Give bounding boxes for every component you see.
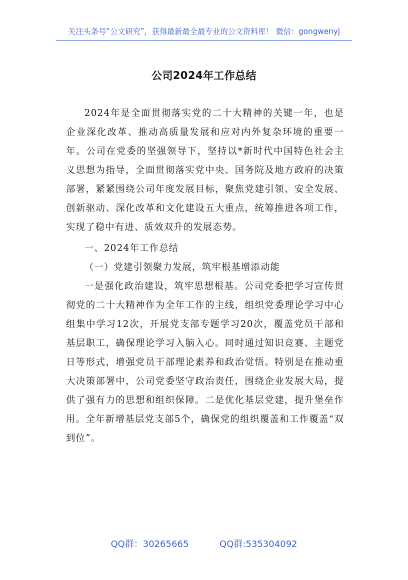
header-divider — [56, 40, 352, 41]
subsection-heading: （一）党建引领聚力发展，筑牢根基增添动能 — [84, 262, 281, 273]
footer-qq-group-1: QQ群：30265665 — [110, 540, 189, 550]
footer-contact — [0, 537, 408, 550]
header-watermark-note: 关注头条号“公文研究”，获得最新最全最专业的公文资料库！ 微信：gongwenyj — [68, 27, 340, 36]
intro-paragraph: 2024年是全面贯彻落实党的二十大精神的关键一年，也是企业深化改革、推动高质量发展和应对内外复杂环境的重要一年。公司在党委的坚强领导下，坚持以*新时代中国特色社会主义思想为指导，全面贯彻落实党中央、国务院及地方政府的决策部署，紧紧围绕公司年度发展目标，聚焦党建引领、安全发展、创新驱动、深化改革和文化建设五大重点，统筹推进各项工作，实现了稳中有进、质效双升的发展态势。 — [66, 108, 344, 233]
body-paragraph: 一是强化政治建设，筑牢思想根基。公司党委把学习宣传贯彻党的二十大精神作为全年工作的主线，组织党委理论学习中心组集中学习12次，开展党支部专题学习20次，覆盖党员干部和基层职工，确保理论学习入脑入心。同时通过知识竞赛、主题党日等形式，增强党员干部理论素养和政治觉悟。特别是在推动重大决策部署中，公司党委坚守政治责任，围绕企业发展大局，提供了强有力的思想和组织保障。二是优化基层党建，提升堡垒作用。全年新增基层党支部5个，确保党的组织覆盖和工作覆盖“双到位”。 — [66, 281, 344, 444]
document-title: 公司2024年工作总结 — [151, 70, 257, 82]
section-heading: 一、2024年工作总结 — [84, 243, 179, 254]
footer-qq-group-2: QQ群:535304092 — [219, 540, 298, 550]
document-body — [66, 104, 344, 448]
